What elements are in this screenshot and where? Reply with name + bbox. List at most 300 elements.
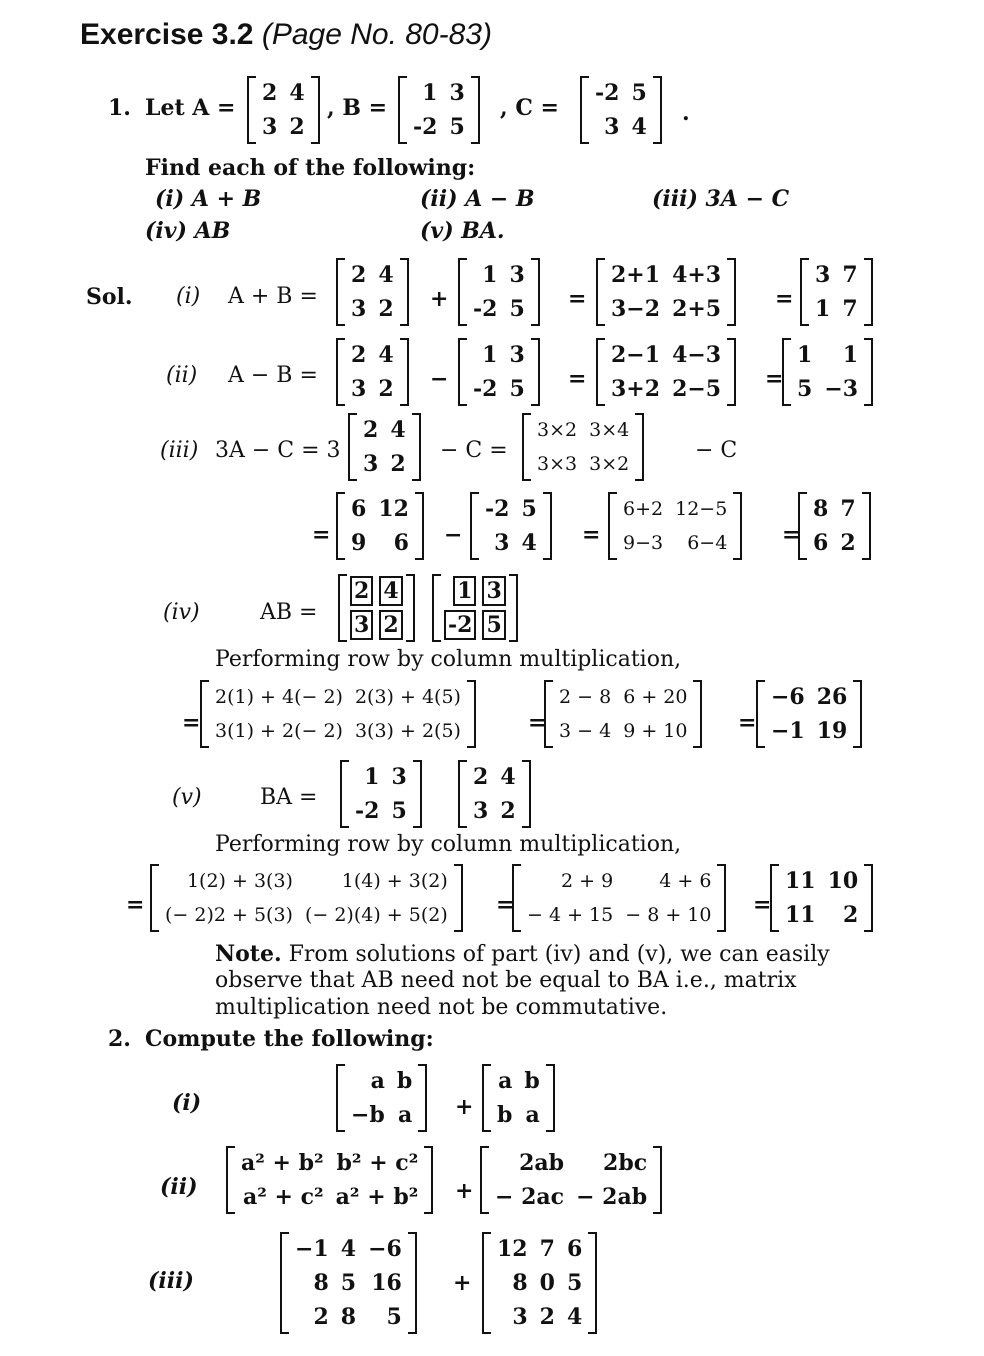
op-eq: = xyxy=(582,522,601,548)
matrix-row xyxy=(345,1098,418,1132)
matrix-row xyxy=(605,338,727,372)
q1-part-iv: (iv) AB xyxy=(145,218,231,244)
matrix-cell: 6 xyxy=(393,530,409,556)
matrix-cell: 6 xyxy=(566,1236,583,1262)
matrix-cell: 4 xyxy=(390,417,406,443)
matrix-row xyxy=(159,864,454,898)
right-bracket xyxy=(864,864,873,932)
op-plus: + xyxy=(455,1178,474,1204)
matrix-cell xyxy=(347,574,376,608)
q1-part-v: (v) BA. xyxy=(420,218,505,244)
matrix-row xyxy=(345,492,415,526)
sol-iv-b xyxy=(432,574,518,642)
sol-i-b xyxy=(458,258,540,326)
q2-ii-m1 xyxy=(226,1146,433,1214)
matrix-cell: a² + b² xyxy=(335,1184,419,1210)
matrix-cell: -2 xyxy=(413,114,438,140)
right-bracket xyxy=(864,338,873,406)
matrix-row xyxy=(521,864,717,898)
q2-number: 2. xyxy=(108,1026,131,1052)
matrix-row xyxy=(467,760,522,794)
left-bracket xyxy=(340,760,349,828)
sol-iv-label: (iv) xyxy=(163,600,200,625)
matrix-cell: a² + c² xyxy=(242,1184,324,1210)
matrix-cell: 6 xyxy=(813,530,829,556)
matrix-cell: 5 xyxy=(509,376,525,402)
matrix-cell: 1 xyxy=(797,342,813,368)
sol-i-sum xyxy=(596,258,736,326)
op-eq: = xyxy=(496,892,515,918)
matrix-row xyxy=(553,680,693,714)
matrix-body xyxy=(235,1146,424,1214)
matrix-row xyxy=(531,413,635,447)
matrix-row xyxy=(441,608,509,642)
right-bracket xyxy=(864,258,873,326)
matrix-cell: 3×3 xyxy=(537,453,578,475)
matrix-cell: 5 xyxy=(340,1270,357,1296)
left-bracket xyxy=(596,338,605,406)
matrix-cell: 4 + 6 xyxy=(659,870,712,892)
matrix-row xyxy=(349,760,413,794)
matrix-cell: 6 + 20 xyxy=(623,686,688,708)
matrix-row xyxy=(491,1232,588,1266)
matrix-body xyxy=(256,76,311,144)
matrix-cell: 5 xyxy=(509,296,525,322)
sol-iv-sums xyxy=(544,680,702,748)
matrix-row xyxy=(589,110,653,144)
matrix-cell: 12−5 xyxy=(675,498,728,520)
matrix-row xyxy=(345,526,415,560)
left-bracket xyxy=(336,258,345,326)
matrix-cell: 1(2) + 3(3) xyxy=(186,870,293,892)
matrix-row xyxy=(235,1146,424,1180)
matrix-cell: −6 xyxy=(368,1236,402,1262)
op-plus: + xyxy=(430,286,449,312)
matrix-body xyxy=(159,864,454,932)
sol-ii-label: (ii) xyxy=(166,363,198,388)
sol-i-a xyxy=(336,258,409,326)
matrix-row xyxy=(256,76,311,110)
matrix-cell: 0 xyxy=(539,1270,555,1296)
right-bracket xyxy=(653,1146,662,1214)
q2-text: Compute the following: xyxy=(145,1026,434,1052)
matrix-cell: 4 xyxy=(289,80,305,106)
matrix-cell: 7 xyxy=(842,262,858,288)
matrix-cell: 19 xyxy=(816,718,848,744)
matrix-cell: 3 xyxy=(473,798,489,824)
matrix-cell: 1 xyxy=(364,764,380,790)
matrix-cell: 1 xyxy=(482,262,498,288)
matrix-cell: 3 xyxy=(351,296,367,322)
matrix-cell: 3(1) + 2(− 2) xyxy=(215,720,343,742)
right-bracket xyxy=(413,760,422,828)
matrix-cell: 11 xyxy=(785,868,816,894)
matrix-row xyxy=(491,1064,546,1098)
matrix-cell: −b xyxy=(351,1102,385,1128)
op-minus: − xyxy=(444,522,463,548)
sol-i-label: (i) xyxy=(176,284,201,309)
sol-iii-expr: 3A − C = 3 xyxy=(215,438,341,463)
matrix-cell: 5 xyxy=(566,1270,583,1296)
left-bracket xyxy=(482,1232,491,1334)
sol-iv-performing: Performing row by column multiplication, xyxy=(215,647,682,672)
matrix-cell: 4 xyxy=(378,342,394,368)
matrix-cell: 4 xyxy=(521,530,537,556)
matrix-cell xyxy=(479,574,508,608)
title-pages: (Page No. 80-83) xyxy=(261,18,492,51)
sol-ii-expr: A − B = xyxy=(228,363,318,388)
right-bracket xyxy=(412,413,421,481)
matrix-cell: (− 2)2 + 5(3) xyxy=(165,904,293,926)
page-title xyxy=(80,18,492,52)
q1-part-iii: (iii) 3A − C xyxy=(652,186,790,212)
matrix-cell: -2 xyxy=(473,376,498,402)
matrix-cell: 4 xyxy=(340,1236,357,1262)
matrix-cell: b² + c² xyxy=(336,1150,419,1176)
matrix-cell: -2 xyxy=(485,496,510,522)
matrix-row xyxy=(809,292,864,326)
op-plus: + xyxy=(455,1094,474,1120)
matrix-cell: -2 xyxy=(355,798,380,824)
matrix-body xyxy=(479,492,543,560)
right-bracket xyxy=(471,76,480,144)
matrix-cell: 1 xyxy=(815,296,831,322)
matrix-cell: 8 xyxy=(313,1270,329,1296)
matrix-cell: 2 − 8 xyxy=(559,686,612,708)
boxed-entry: -2 xyxy=(444,610,476,640)
matrix-row xyxy=(521,898,717,932)
matrix-cell: − 4 + 15 xyxy=(527,904,614,926)
right-bracket xyxy=(467,680,476,748)
matrix-row xyxy=(467,338,531,372)
matrix-body xyxy=(491,1064,546,1132)
matrix-cell: 3 xyxy=(604,114,620,140)
matrix-row xyxy=(605,372,727,406)
left-bracket xyxy=(458,258,467,326)
sol-iii-minus-c: − C = xyxy=(440,438,508,463)
matrix-cell: −1 xyxy=(771,718,805,744)
matrix-cell: 1 xyxy=(422,80,438,106)
matrix-cell: 2 xyxy=(351,342,367,368)
q1-part-ii: (ii) A − B xyxy=(420,186,535,212)
matrix-row xyxy=(289,1266,408,1300)
matrix-row xyxy=(235,1180,424,1214)
matrix-cell: 2ab xyxy=(519,1150,565,1176)
op-eq: = xyxy=(568,286,587,312)
matrix-row xyxy=(345,372,400,406)
matrix-cell: 2 + 9 xyxy=(561,870,614,892)
right-bracket xyxy=(418,1064,427,1132)
sol-iii-label: (iii) xyxy=(160,438,199,463)
matrix-row xyxy=(345,338,400,372)
matrix-row xyxy=(791,372,864,406)
matrix-cell: 3 xyxy=(509,342,525,368)
q2-i-label: (i) xyxy=(172,1090,202,1116)
matrix-cell: 5 xyxy=(631,80,647,106)
right-bracket xyxy=(509,574,518,642)
sol-iii-c xyxy=(470,492,552,560)
matrix-cell: − 8 + 10 xyxy=(625,904,712,926)
matrix-row xyxy=(256,110,311,144)
q2-iii-m2 xyxy=(482,1232,597,1334)
q1-c-label: , C = xyxy=(500,95,559,121)
q1-matrix-b xyxy=(398,76,480,144)
matrix-row xyxy=(289,1300,408,1334)
matrix-body xyxy=(553,680,693,748)
matrix-cell: 5 xyxy=(521,496,537,522)
matrix-cell: 6 xyxy=(351,496,367,522)
left-bracket xyxy=(247,76,256,144)
matrix-body xyxy=(521,864,717,932)
matrix-row xyxy=(209,680,467,714)
matrix-row xyxy=(467,258,531,292)
left-bracket xyxy=(280,1232,289,1334)
sol-ii-b xyxy=(458,338,540,406)
matrix-row xyxy=(589,76,653,110)
matrix-cell: 2 xyxy=(313,1304,329,1330)
right-bracket xyxy=(546,1064,555,1132)
matrix-row xyxy=(491,1266,588,1300)
matrix-cell: 2(3) + 4(5) xyxy=(354,686,461,708)
matrix-cell: 4 xyxy=(500,764,516,790)
left-bracket xyxy=(336,338,345,406)
matrix-body xyxy=(807,492,862,560)
matrix-cell: 2 xyxy=(378,376,394,402)
note-line-3: multiplication need not be commutative. xyxy=(215,995,668,1020)
sol-iii-scaled xyxy=(522,413,644,481)
op-eq: = xyxy=(312,522,331,548)
q1-period: . xyxy=(682,100,690,126)
sol-ii-result xyxy=(782,338,873,406)
title-main: Exercise 3.2 xyxy=(80,18,254,51)
matrix-body xyxy=(605,258,727,326)
matrix-cell: 3 xyxy=(391,764,407,790)
matrix-cell: 8 xyxy=(340,1304,357,1330)
matrix-cell: 3 xyxy=(509,262,525,288)
boxed-entry: 2 xyxy=(350,576,373,606)
matrix-cell: 6+2 xyxy=(623,498,664,520)
boxed-entry: 3 xyxy=(350,610,373,640)
op-minus: − xyxy=(430,366,449,392)
matrix-cell: 5 xyxy=(449,114,465,140)
matrix-cell: 2 xyxy=(473,764,489,790)
matrix-row xyxy=(441,574,509,608)
matrix-body xyxy=(809,258,864,326)
matrix-row xyxy=(765,680,853,714)
matrix-cell: a xyxy=(397,1102,413,1128)
right-bracket xyxy=(853,680,862,748)
matrix-body xyxy=(347,574,406,642)
matrix-cell: 2−5 xyxy=(672,376,722,402)
matrix-row xyxy=(349,794,413,828)
matrix-cell: 3×2 xyxy=(589,453,630,475)
matrix-cell: (− 2)(4) + 5(2) xyxy=(304,904,448,926)
sol-iv-expr: AB = xyxy=(260,600,318,625)
matrix-cell: 1 xyxy=(842,342,859,368)
matrix-body xyxy=(589,76,653,144)
sol-v-expr: BA = xyxy=(260,785,318,810)
left-bracket xyxy=(200,680,209,748)
q2-ii-m2 xyxy=(480,1146,662,1214)
matrix-row xyxy=(467,372,531,406)
right-bracket xyxy=(400,338,409,406)
matrix-body xyxy=(605,338,727,406)
sol-iii-diff xyxy=(608,492,742,560)
matrix-row xyxy=(407,76,471,110)
sol-v-label: (v) xyxy=(172,785,202,810)
matrix-cell: 8 xyxy=(512,1270,528,1296)
matrix-cell: 2+1 xyxy=(611,262,661,288)
right-bracket xyxy=(311,76,320,144)
matrix-row xyxy=(489,1146,653,1180)
op-eq: = xyxy=(568,366,587,392)
matrix-cell xyxy=(376,574,405,608)
matrix-cell: 3 xyxy=(815,262,831,288)
matrix-body xyxy=(349,760,413,828)
left-bracket xyxy=(608,492,617,560)
q1-matrix-c xyxy=(580,76,662,144)
matrix-row xyxy=(489,1180,653,1214)
matrix-row xyxy=(605,258,727,292)
matrix-cell: -2 xyxy=(473,296,498,322)
matrix-cell: 3×4 xyxy=(589,419,630,441)
matrix-row xyxy=(209,714,467,748)
matrix-row xyxy=(479,526,543,560)
matrix-cell: b xyxy=(524,1068,540,1094)
matrix-cell: 2 xyxy=(840,530,856,556)
matrix-cell: 2−1 xyxy=(611,342,661,368)
left-bracket xyxy=(458,760,467,828)
matrix-cell: 2 xyxy=(539,1304,555,1330)
left-bracket xyxy=(348,413,357,481)
matrix-body xyxy=(617,492,733,560)
matrix-row xyxy=(479,492,543,526)
left-bracket xyxy=(544,680,553,748)
matrix-row xyxy=(617,492,733,526)
matrix-cell: a xyxy=(525,1102,540,1128)
matrix-cell: 11 xyxy=(785,902,816,928)
q1-matrix-a xyxy=(247,76,320,144)
matrix-row xyxy=(491,1098,546,1132)
left-bracket xyxy=(770,864,779,932)
matrix-cell: 2+5 xyxy=(672,296,722,322)
sol-v-a xyxy=(458,760,531,828)
sol-iv-result xyxy=(756,680,862,748)
q2-i-m1 xyxy=(336,1064,427,1132)
left-bracket xyxy=(482,1064,491,1132)
matrix-body xyxy=(289,1232,408,1334)
matrix-cell xyxy=(479,608,508,642)
left-bracket xyxy=(432,574,441,642)
sol-v-sums xyxy=(512,864,726,932)
boxed-entry: 1 xyxy=(453,576,476,606)
matrix-body xyxy=(467,258,531,326)
left-bracket xyxy=(336,1064,345,1132)
matrix-cell: 8 xyxy=(813,496,829,522)
note-text-1: From solutions of part (iv) and (v), we can easily xyxy=(281,942,830,967)
left-bracket xyxy=(226,1146,235,1214)
sol-v-expand xyxy=(150,864,463,932)
matrix-row xyxy=(345,292,400,326)
matrix-row xyxy=(531,447,635,481)
matrix-body xyxy=(345,338,400,406)
matrix-cell: 2 xyxy=(390,451,406,477)
matrix-cell: 5 xyxy=(797,376,813,402)
q1-find: Find each of the following: xyxy=(145,155,476,181)
right-bracket xyxy=(454,864,463,932)
matrix-cell xyxy=(441,574,479,608)
matrix-cell: b xyxy=(497,1102,513,1128)
matrix-row xyxy=(491,1300,588,1334)
right-bracket xyxy=(727,258,736,326)
matrix-cell: 5 xyxy=(386,1304,402,1330)
matrix-cell: 2bc xyxy=(603,1150,648,1176)
left-bracket xyxy=(470,492,479,560)
matrix-cell: 4 xyxy=(566,1304,583,1330)
q2-i-m2 xyxy=(482,1064,555,1132)
matrix-cell: 3+2 xyxy=(611,376,661,402)
matrix-row xyxy=(553,714,693,748)
op-eq: = xyxy=(775,286,794,312)
right-bracket xyxy=(543,492,552,560)
op-eq: = xyxy=(765,366,784,392)
right-bracket xyxy=(653,76,662,144)
right-bracket xyxy=(635,413,644,481)
left-bracket xyxy=(150,864,159,932)
matrix-cell: a xyxy=(498,1068,513,1094)
matrix-cell: 9−3 xyxy=(623,532,664,554)
q1-part-i: (i) A + B xyxy=(155,186,262,212)
matrix-cell xyxy=(441,608,479,642)
matrix-body xyxy=(345,492,415,560)
matrix-cell: 3(3) + 2(5) xyxy=(354,720,461,742)
matrix-cell: 5 xyxy=(391,798,407,824)
sol-v-result xyxy=(770,864,873,932)
sol-iv-expand xyxy=(200,680,476,748)
matrix-cell: 3×2 xyxy=(537,419,578,441)
op-eq: = xyxy=(528,710,547,736)
matrix-cell: 2 xyxy=(842,902,859,928)
op-eq: = xyxy=(782,522,801,548)
sol-v-b xyxy=(340,760,422,828)
boxed-entry: 5 xyxy=(482,610,505,640)
right-bracket xyxy=(693,680,702,748)
right-bracket xyxy=(408,1232,417,1334)
boxed-entry: 3 xyxy=(482,576,505,606)
matrix-cell: 7 xyxy=(539,1236,555,1262)
note-label: Note. xyxy=(215,941,282,967)
matrix-cell: 4 xyxy=(378,262,394,288)
matrix-cell: 2(1) + 4(− 2) xyxy=(215,686,343,708)
matrix-cell: 7 xyxy=(842,296,858,322)
right-bracket xyxy=(522,760,531,828)
sol-label: Sol. xyxy=(86,284,133,310)
matrix-cell: 2 xyxy=(378,296,394,322)
right-bracket xyxy=(400,258,409,326)
left-bracket xyxy=(512,864,521,932)
q2-iii-label: (iii) xyxy=(148,1268,194,1294)
matrix-row xyxy=(779,898,864,932)
matrix-cell: 4−3 xyxy=(672,342,722,368)
matrix-body xyxy=(791,338,864,406)
matrix-cell: 6−4 xyxy=(687,532,728,554)
matrix-cell: 2 xyxy=(500,798,516,824)
matrix-row xyxy=(779,864,864,898)
note-line-1 xyxy=(215,941,830,968)
right-bracket xyxy=(588,1232,597,1334)
op-eq: = xyxy=(182,710,201,736)
op-eq: = xyxy=(738,710,757,736)
